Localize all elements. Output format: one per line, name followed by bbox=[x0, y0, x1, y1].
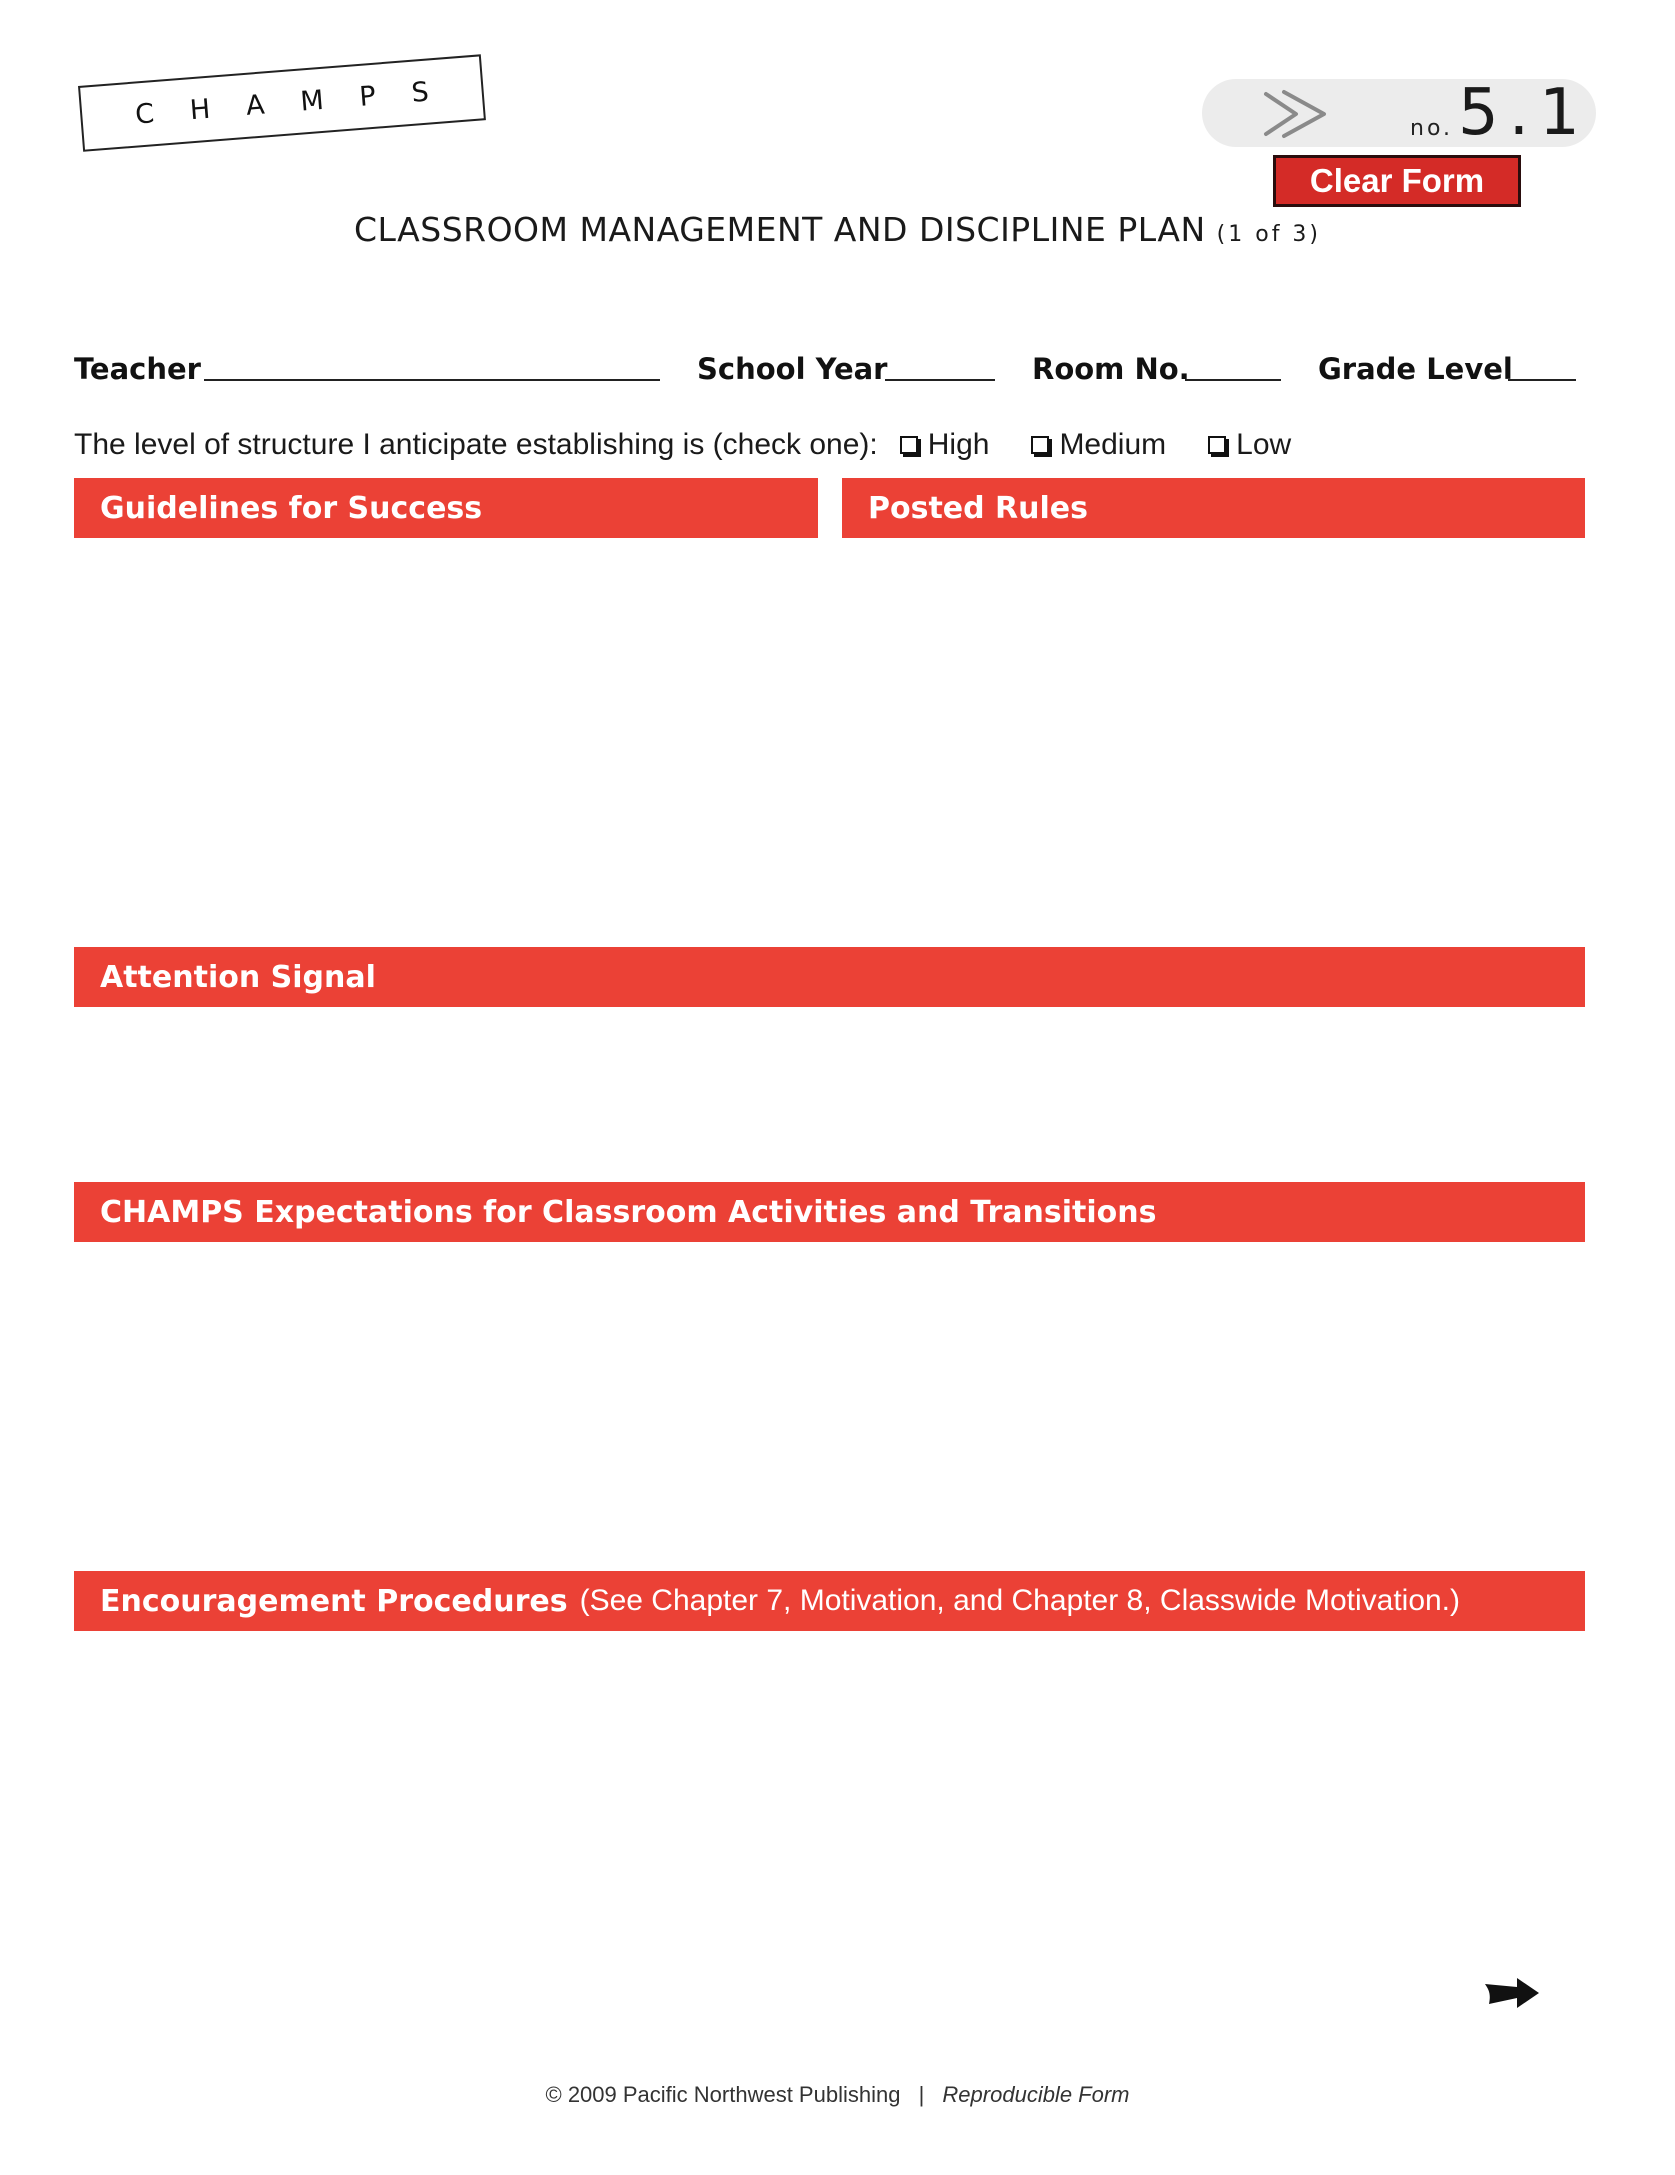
footer-separator: | bbox=[918, 2082, 925, 2107]
footer bbox=[0, 2082, 1675, 2108]
champs-expectations-section-header bbox=[74, 1182, 1585, 1242]
structure-option-high[interactable] bbox=[900, 428, 990, 462]
posted-rules-title: Posted Rules bbox=[868, 490, 1089, 526]
form-type-text: Reproducible Form bbox=[942, 2082, 1130, 2107]
champs-logo-text: CHAMPS bbox=[134, 73, 466, 131]
form-number-prefix: no. bbox=[1410, 116, 1454, 141]
page-indicator: (1 of 3) bbox=[1216, 222, 1322, 247]
form-number-value: 5.1 bbox=[1458, 76, 1590, 150]
guidelines-title: Guidelines for Success bbox=[100, 490, 483, 526]
school-year-field[interactable] bbox=[885, 379, 995, 381]
clear-form-button[interactable]: Clear Form bbox=[1273, 155, 1521, 207]
encouragement-input[interactable] bbox=[74, 1631, 1585, 1961]
page-title bbox=[0, 210, 1675, 249]
high-label: High bbox=[927, 428, 990, 461]
posted-rules-input[interactable] bbox=[842, 538, 1585, 938]
arrow-right-icon[interactable] bbox=[1483, 1976, 1541, 2010]
attention-signal-title: Attention Signal bbox=[100, 959, 376, 995]
low-checkbox[interactable] bbox=[1208, 436, 1226, 454]
champs-expectations-title: CHAMPS Expectations for Classroom Activities and Transitions bbox=[100, 1194, 1157, 1230]
page-title-text: CLASSROOM MANAGEMENT AND DISCIPLINE PLAN bbox=[353, 210, 1206, 249]
high-checkbox[interactable] bbox=[900, 436, 918, 454]
structure-option-low[interactable] bbox=[1208, 428, 1291, 462]
copyright-text: © 2009 Pacific Northwest Publishing bbox=[545, 2082, 901, 2107]
guidelines-input[interactable] bbox=[74, 538, 818, 938]
teacher-label: Teacher bbox=[74, 352, 201, 386]
school-year-label: School Year bbox=[697, 352, 888, 386]
champs-logo bbox=[78, 54, 486, 151]
medium-label: Medium bbox=[1059, 428, 1167, 461]
double-chevron-right-icon bbox=[1262, 88, 1334, 140]
attention-signal-input[interactable] bbox=[74, 1007, 1585, 1177]
grade-level-label: Grade Level bbox=[1318, 352, 1513, 386]
low-label: Low bbox=[1236, 428, 1292, 461]
encouragement-title: Encouragement Procedures bbox=[100, 1583, 568, 1619]
structure-level-row bbox=[74, 428, 1291, 462]
teacher-field[interactable] bbox=[204, 379, 660, 381]
room-no-field[interactable] bbox=[1185, 379, 1281, 381]
encouragement-section-header bbox=[74, 1571, 1585, 1631]
structure-option-medium[interactable] bbox=[1031, 428, 1166, 462]
room-no-label: Room No. bbox=[1032, 352, 1190, 386]
posted-rules-section-header bbox=[842, 478, 1585, 538]
champs-expectations-input[interactable] bbox=[74, 1242, 1585, 1562]
attention-signal-section-header bbox=[74, 947, 1585, 1007]
medium-checkbox[interactable] bbox=[1031, 436, 1049, 454]
guidelines-section-header bbox=[74, 478, 818, 538]
grade-level-field[interactable] bbox=[1508, 379, 1576, 381]
structure-prompt: The level of structure I anticipate establishing is (check one): bbox=[74, 428, 878, 461]
encouragement-note: (See Chapter 7, Motivation, and Chapter 8, Classwide Motivation.) bbox=[579, 1584, 1461, 1617]
